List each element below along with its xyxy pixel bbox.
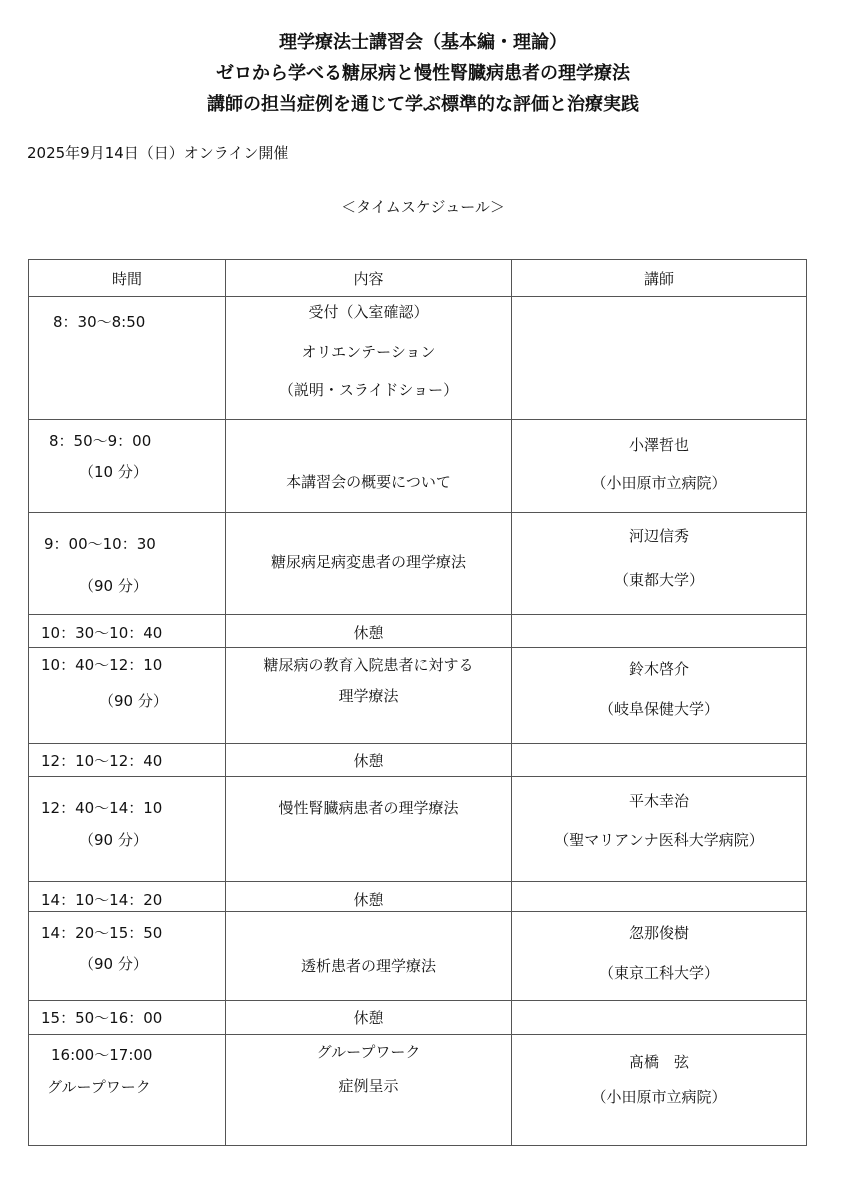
title-line-1: 理学療法士講習会（基本編・理論） (279, 32, 567, 53)
time-line: グループワーク (47, 1078, 151, 1096)
time-cell (29, 297, 226, 420)
content-cell (226, 297, 512, 420)
content-line: 休憩 (353, 891, 384, 909)
lecturer-cell (512, 744, 807, 777)
content-line: 休憩 (353, 624, 384, 642)
time-line: 8：50〜9：00 (49, 432, 152, 450)
lecturer-line: 鈴木啓介 (628, 660, 689, 678)
content-cell (226, 615, 512, 648)
content-line: 休憩 (353, 752, 384, 770)
content-cell (226, 882, 512, 912)
content-line: 慢性腎臓病患者の理学療法 (278, 799, 459, 817)
time-line: 15：50〜16：00 (41, 1009, 163, 1027)
lecturer-cell (512, 513, 807, 615)
lecturer-line: 髙橋 弦 (628, 1053, 689, 1071)
content-cell (226, 912, 512, 1001)
title-line-3: 講師の担当症例を通じて学ぶ標準的な評価と治療実践 (207, 94, 639, 115)
table-row (29, 744, 807, 777)
content-cell (226, 744, 512, 777)
time-cell (29, 513, 226, 615)
content-line: 理学療法 (338, 687, 399, 705)
lecturer-line: （東京工科大学） (598, 964, 719, 982)
lecturer-line: （東都大学） (613, 571, 704, 589)
time-cell (29, 777, 226, 882)
time-line: 14：20〜15：50 (41, 924, 163, 942)
time-cell (29, 744, 226, 777)
content-line: 糖尿病の教育入院患者に対する (263, 656, 474, 674)
table-row (29, 420, 807, 513)
content-cell (226, 513, 512, 615)
time-line: 16:00〜17:00 (51, 1046, 153, 1064)
content-line: 透析患者の理学療法 (300, 957, 436, 975)
schedule-label: ＜タイムスケジュール＞ (341, 198, 505, 216)
lecturer-line: 忽那俊樹 (628, 924, 689, 942)
table-row (29, 1035, 807, 1146)
lecturer-cell (512, 777, 807, 882)
lecturer-cell (512, 1035, 807, 1146)
event-date: 2025年9月14日（日）オンライン開催 (27, 144, 289, 162)
content-cell (226, 777, 512, 882)
content-cell (226, 648, 512, 744)
lecturer-cell (512, 912, 807, 1001)
content-cell (226, 1001, 512, 1035)
document-title (0, 28, 846, 121)
table-row (29, 912, 807, 1001)
content-cell (226, 420, 512, 513)
content-line: 受付（入室確認） (308, 303, 429, 321)
time-line: 12：10〜12：40 (41, 752, 163, 770)
title-line-2: ゼロから学べる糖尿病と慢性腎臓病患者の理学療法 (216, 63, 630, 84)
lecturer-line: 小澤哲也 (628, 436, 689, 454)
content-line: オリエンテーション (301, 343, 436, 361)
time-line: 14：10〜14：20 (41, 891, 163, 909)
content-line: 本講習会の概要について (286, 473, 451, 491)
time-line: （90 分） (79, 831, 148, 849)
lecturer-cell (512, 882, 807, 912)
time-line: （10 分） (79, 463, 148, 481)
table-row (29, 297, 807, 420)
lecturer-line: （小田原市立病院） (591, 1088, 727, 1106)
time-line: （90 分） (79, 955, 148, 973)
time-cell (29, 1001, 226, 1035)
content-line: 休憩 (353, 1009, 384, 1027)
header-content: 内容 (226, 260, 512, 297)
content-cell (226, 1035, 512, 1146)
lecturer-line: （岐阜保健大学） (598, 700, 719, 718)
table-row (29, 648, 807, 744)
lecturer-cell (512, 615, 807, 648)
time-cell (29, 420, 226, 513)
content-line: グループワーク (316, 1043, 421, 1061)
time-line: （90 分） (79, 577, 148, 595)
lecturer-line: 平木幸治 (628, 792, 689, 810)
schedule-table (28, 259, 807, 1146)
content-line: （説明・スライドショー） (278, 381, 459, 399)
lecturer-cell (512, 648, 807, 744)
time-line: 12：40〜14：10 (41, 799, 163, 817)
table-header-row (29, 260, 807, 297)
time-cell (29, 648, 226, 744)
lecturer-line: （聖マリアンナ医科大学病院） (554, 831, 764, 849)
table-row (29, 1001, 807, 1035)
content-line: 糖尿病足病変患者の理学療法 (270, 553, 466, 571)
time-line: 8：30〜8:50 (53, 313, 146, 331)
time-line: （90 分） (99, 692, 168, 710)
time-cell (29, 912, 226, 1001)
header-lecturer: 講師 (512, 260, 807, 297)
lecturer-line: 河辺信秀 (628, 527, 689, 545)
content-line: 症例呈示 (338, 1077, 399, 1095)
time-line: 9：00〜10：30 (44, 535, 156, 553)
table-row (29, 777, 807, 882)
time-cell (29, 615, 226, 648)
lecturer-cell (512, 420, 807, 513)
lecturer-line: （小田原市立病院） (591, 474, 727, 492)
time-cell (29, 1035, 226, 1146)
table-row (29, 882, 807, 912)
time-line: 10：40〜12：10 (41, 656, 163, 674)
header-time: 時間 (29, 260, 226, 297)
lecturer-cell (512, 297, 807, 420)
table-row (29, 513, 807, 615)
time-cell (29, 882, 226, 912)
time-line: 10：30〜10：40 (41, 624, 163, 642)
lecturer-cell (512, 1001, 807, 1035)
table-row (29, 615, 807, 648)
